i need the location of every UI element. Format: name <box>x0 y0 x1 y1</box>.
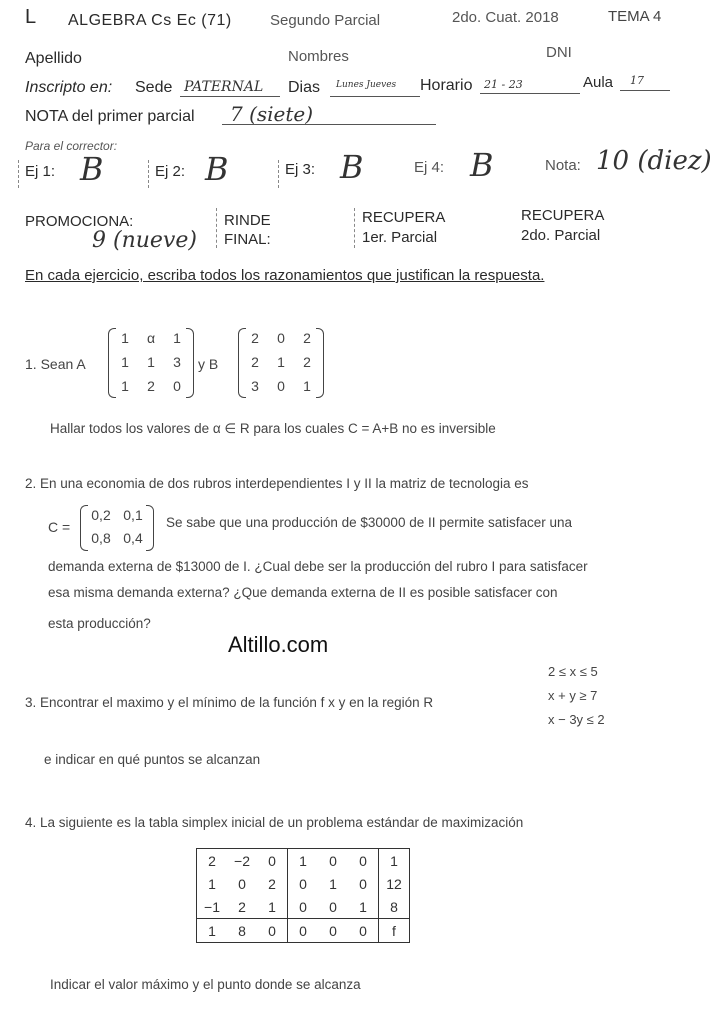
matrix-b-cell: 2 <box>251 330 259 346</box>
ex1-task: Hallar todos los valores de α ∈ R para los cuales C = A+B no es inversible <box>50 421 496 436</box>
table-cell: 0 <box>288 895 319 919</box>
table-cell: 1 <box>288 849 319 873</box>
matrix-b-cell: 0 <box>277 330 285 346</box>
table-cell: 0 <box>238 875 246 892</box>
recupera2-sub: 2do. Parcial <box>521 227 601 244</box>
table-cell: 0 <box>268 852 276 869</box>
nota-primer-value: 7 (siete) <box>230 102 314 126</box>
ej3-grade: B <box>340 148 364 186</box>
table-cell: 0 <box>359 875 367 892</box>
table-cell: 0 <box>359 852 367 869</box>
ex2-line5: esta producción? <box>48 616 151 631</box>
dias-value: Lunes Jueves <box>336 80 397 90</box>
table-cell: 2 <box>208 852 216 869</box>
ej4-label: Ej 4: <box>414 159 445 176</box>
matrix-c-cell: 0,2 <box>91 507 111 523</box>
rinde-label: RINDE <box>224 212 271 229</box>
ex2-line1: 2. En una economia de dos rubros interdependientes I y II la matriz de tecnologia es <box>25 476 529 491</box>
apellido-label: Apellido <box>25 50 82 67</box>
sede-label: Sede <box>135 79 173 96</box>
recupera2-label: RECUPERA <box>521 207 605 224</box>
matrix-a-cell: 2 <box>147 378 155 394</box>
watermark: Altillo.com <box>228 632 329 657</box>
dni-label: DNI <box>546 44 572 61</box>
instruction: En cada ejercicio, escriba todos los razonamientos que justifican la respuesta. <box>25 267 545 284</box>
ex1-yb: y B <box>198 356 219 372</box>
table-cell: 8 <box>379 895 410 919</box>
table-cell: 8 <box>227 919 257 943</box>
matrix-a-cell: α <box>146 330 156 346</box>
corrector-label: Para el corrector: <box>25 139 118 153</box>
ex2-line3: demanda externa de $13000 de I. ¿Cual debe ser la producción del rubro I para satisfacer <box>48 559 588 574</box>
simplex-table <box>196 848 410 943</box>
table-cell: 0 <box>348 919 379 943</box>
ex3-line2: e indicar en qué puntos se alcanzan <box>44 752 261 767</box>
table-cell: 2 <box>238 898 246 915</box>
matrix-a-cell: 1 <box>121 330 129 346</box>
table-cell: 1 <box>379 849 410 873</box>
final-label: FINAL: <box>224 231 271 248</box>
table-row <box>197 872 410 895</box>
dias-label: Dias <box>288 79 321 96</box>
recupera1-label: RECUPERA <box>362 209 446 226</box>
matrix-c-cell: 0,4 <box>123 530 143 546</box>
exam-name: Segundo Parcial <box>270 12 381 29</box>
course-title: ALGEBRA Cs Ec (71) <box>68 12 232 29</box>
ex3-line1: 3. Encontrar el maximo y el mínimo de la función f x y en la región R <box>25 695 434 710</box>
matrix-b-cell: 2 <box>251 354 259 370</box>
exam-tema: TEMA 4 <box>608 8 662 25</box>
table-cell: 1 <box>268 898 276 915</box>
ej4-grade: B <box>470 146 494 184</box>
matrix-a-cell: 1 <box>121 378 129 394</box>
ej3-label: Ej 3: <box>285 161 316 178</box>
matrix-b-cell: 1 <box>303 378 311 394</box>
ej2-label: Ej 2: <box>155 163 186 180</box>
inscripto-label: Inscripto en: <box>25 79 113 96</box>
table-cell: −2 <box>234 852 250 869</box>
aula-value: 17 <box>630 74 644 87</box>
promociona-label: PROMOCIONA: <box>25 213 134 230</box>
ex4-line1: 4. La siguiente es la tabla simplex inicial de un problema estándar de maximización <box>25 815 524 830</box>
matrix-a-cell: 1 <box>121 354 129 370</box>
matrix-b-cell: 2 <box>303 330 311 346</box>
matrix-b <box>238 328 324 398</box>
sede-value: PATERNAL <box>184 79 264 95</box>
table-cell: 2 <box>268 875 276 892</box>
promociona-value: 9 (nueve) <box>92 228 197 253</box>
table-row <box>197 849 410 873</box>
ex2-line4: esa misma demanda externa? ¿Que demanda externa de II es posible satisfacer con <box>48 585 558 600</box>
table-cell: 0 <box>288 919 319 943</box>
horario-value: 21 - 23 <box>484 78 523 91</box>
matrix-a <box>108 328 194 398</box>
matrix-b-cell: 1 <box>277 354 285 370</box>
matrix-a-cell: 0 <box>173 378 181 394</box>
aula-label: Aula <box>583 74 614 91</box>
table-cell: 1 <box>359 898 367 915</box>
table-cell: 1 <box>197 919 228 943</box>
nota-primer-label: NOTA del primer parcial <box>25 108 195 125</box>
ex3-cond3: x − 3y ≤ 2 <box>548 712 605 727</box>
ej1-grade: B <box>80 150 104 188</box>
nota-final-value: 10 (diez) <box>596 146 712 176</box>
table-row <box>197 919 410 943</box>
ej1-label: Ej 1: <box>25 163 56 180</box>
table-cell: f <box>379 919 410 943</box>
table-cell: 1 <box>208 875 216 892</box>
header-mark: L <box>25 6 37 28</box>
exam-term: 2do. Cuat. 2018 <box>452 9 559 26</box>
nota-final-label: Nota: <box>545 157 581 174</box>
table-cell: 0 <box>318 919 348 943</box>
matrix-a-cell: 1 <box>147 354 155 370</box>
ex1-prefix: 1. Sean A <box>25 356 86 372</box>
table-cell: 1 <box>329 875 337 892</box>
recupera1-sub: 1er. Parcial <box>362 229 438 246</box>
horario-label: Horario <box>420 77 473 94</box>
table-cell: 12 <box>379 872 410 895</box>
ex2-line2: Se sabe que una producción de $30000 de II permite satisfacer una <box>166 515 573 530</box>
table-cell: 0 <box>257 919 288 943</box>
ej2-grade: B <box>205 150 229 188</box>
nombres-label: Nombres <box>288 48 349 65</box>
table-cell: 0 <box>288 872 319 895</box>
matrix-c-cell: 0,1 <box>123 507 143 523</box>
ex4-line2: Indicar el valor máximo y el punto donde se alcanza <box>50 977 361 992</box>
ex3-cond2: x + y ≥ 7 <box>548 688 598 703</box>
table-row <box>197 895 410 919</box>
matrix-b-cell: 3 <box>251 378 259 394</box>
ex3-cond1: 2 ≤ x ≤ 5 <box>548 664 598 679</box>
matrix-c <box>80 505 154 551</box>
matrix-b-cell: 0 <box>277 378 285 394</box>
matrix-c-cell: 0,8 <box>91 530 111 546</box>
ex2-c-label: C = <box>48 519 71 535</box>
table-cell: 0 <box>329 852 337 869</box>
matrix-a-cell: 3 <box>173 354 181 370</box>
table-cell: 0 <box>329 898 337 915</box>
table-cell: −1 <box>204 898 220 915</box>
matrix-b-cell: 2 <box>303 354 311 370</box>
matrix-a-cell: 1 <box>173 330 181 346</box>
